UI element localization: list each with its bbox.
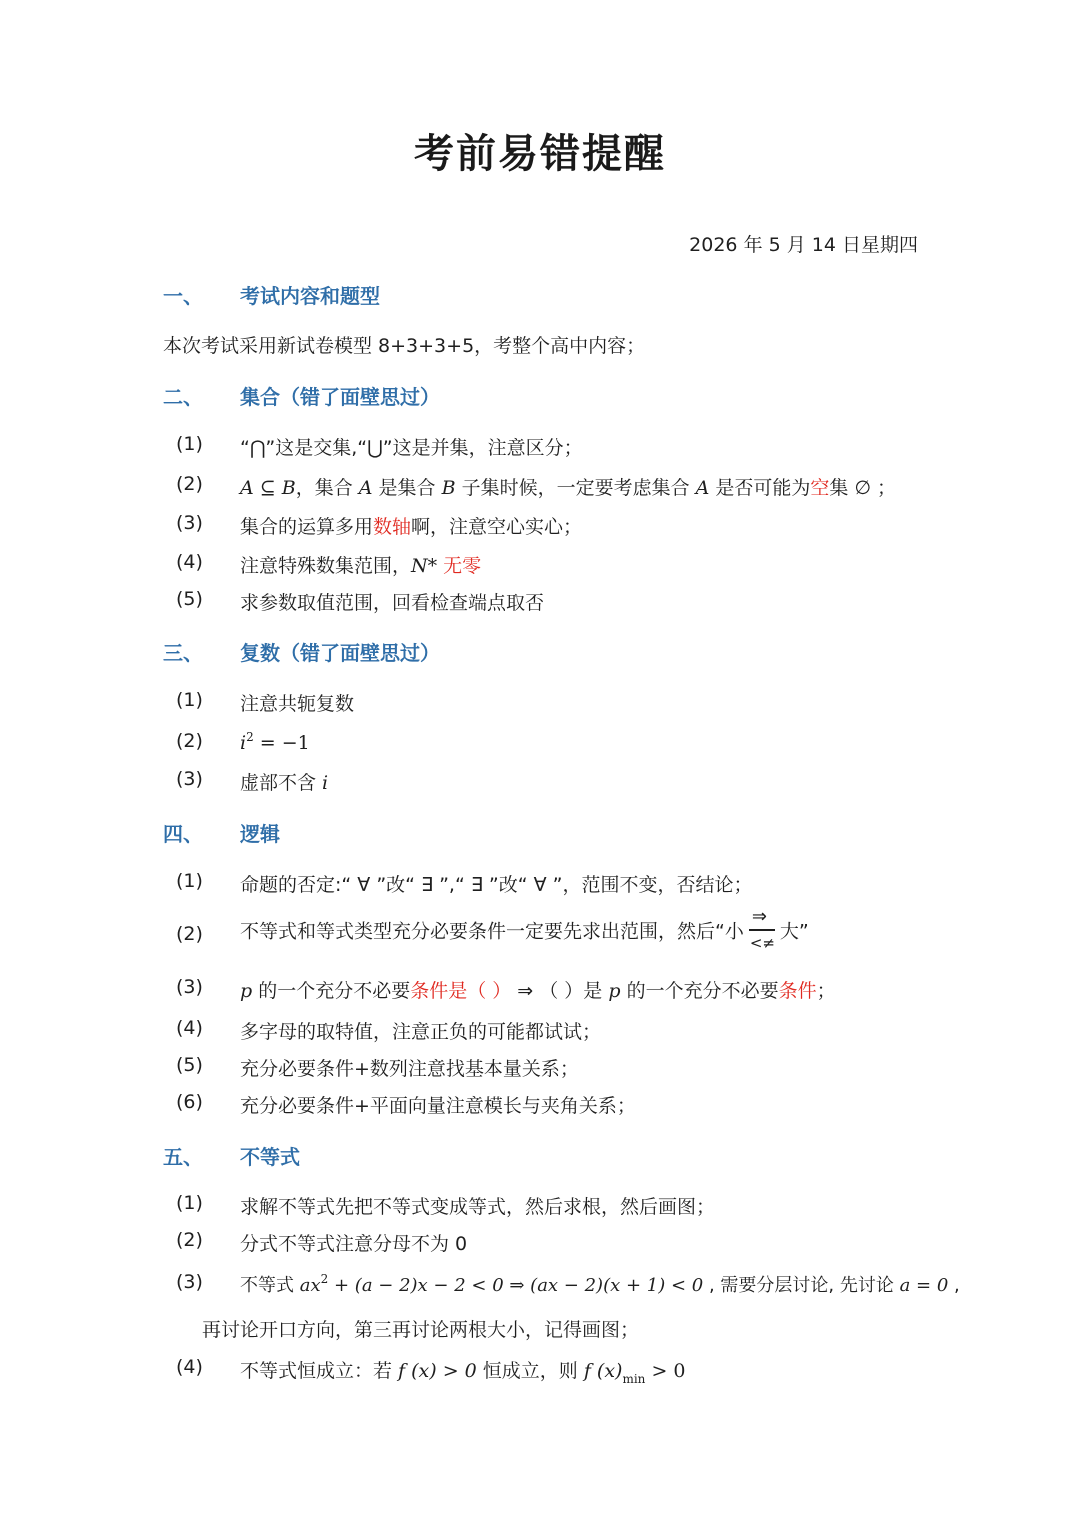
list-item: 分式不等式注意分母不为 0 [240, 1233, 468, 1255]
section-4-number: 四、 [163, 822, 203, 846]
list-item: 虚部不含 i [240, 772, 329, 794]
list-item: 充分必要条件+数列注意找基本量关系； [240, 1058, 579, 1080]
list-item: 充分必要条件+平面向量注意模长与夹角关系； [240, 1095, 636, 1117]
list-item: 命题的否定:“ ∀ ”改“ ∃ ”,“ ∃ ”改“ ∀ ”，范围不变，否结论； [240, 874, 753, 896]
item-number: (1) [176, 870, 203, 892]
item-number: (5) [176, 1054, 203, 1076]
item-number: (4) [176, 1017, 203, 1039]
section-5-number: 五、 [163, 1145, 203, 1169]
section-5-title: 不等式 [240, 1145, 300, 1169]
item-number: (2) [176, 1229, 203, 1251]
page-title: 考前易错提醒 [414, 131, 666, 177]
list-item: $i^2 = -1$ [240, 730, 310, 754]
item-number: (3) [176, 768, 203, 790]
list-item: 求参数取值范围，回看检查端点取否 [240, 592, 545, 614]
section-1-text: 本次考试采用新试卷模型 8+3+3+5，考整个高中内容； [163, 335, 646, 357]
item-number: (1) [176, 433, 203, 455]
list-item: 注意特殊数集范围，N* 无零 [240, 555, 482, 577]
item-number: (5) [176, 588, 203, 610]
item-number: (3) [176, 512, 203, 534]
list-item: p 的一个充分不必要条件是（ ） ⇒ （ ）是 p 的一个充分不必要条件； [240, 980, 836, 1002]
list-item-continuation: 再讨论开口方向，第三再讨论两根大小，记得画图； [202, 1319, 640, 1341]
item-number: (3) [176, 976, 203, 998]
list-item: A ⊆ B，集合 A 是集合 B 子集时候，一定要考虑集合 A 是否可能为空集 ∅ ； [240, 477, 897, 499]
item-number: (2) [176, 923, 203, 945]
item-number: (2) [176, 730, 203, 752]
item-number: (1) [176, 689, 203, 711]
list-item: 不等式 $ax^2 + (a - 2)x - 2 < 0$ ⇒ (ax − 2)(x + 1) < 0 , 需要分层讨论, 先讨论 a = 0 , [240, 1272, 960, 1296]
section-1-number: 一、 [163, 284, 203, 308]
item-number: (2) [176, 473, 203, 495]
section-1-title: 考试内容和题型 [240, 284, 380, 308]
section-2-number: 二、 [163, 385, 203, 409]
implication-arrow: ⇒ <≠ [749, 906, 775, 952]
list-item: “⋂”这是交集,“⋃”这是并集，注意区分； [240, 437, 583, 459]
section-2-title: 集合（错了面壁思过） [240, 385, 440, 409]
section-3-number: 三、 [163, 641, 203, 665]
section-3-title: 复数（错了面壁思过） [240, 641, 440, 665]
item-number: (1) [176, 1192, 203, 1214]
date: 2026 年 5 月 14 日星期四 [689, 234, 918, 256]
section-4-title: 逻辑 [240, 822, 280, 846]
list-item: 注意共轭复数 [240, 693, 355, 715]
list-item: 多字母的取特值，注意正负的可能都试试； [240, 1021, 602, 1043]
list-item: 不等式和等式类型充分必要条件一定要先求出范围，然后“小 ⇒ <≠ 大” [240, 906, 809, 952]
list-item: 集合的运算多用数轴啊，注意空心实心； [240, 516, 583, 538]
list-item: 求解不等式先把不等式变成等式，然后求根，然后画图； [240, 1196, 716, 1218]
item-number: (6) [176, 1091, 203, 1113]
list-item: 不等式恒成立：若 f (x) > 0 恒成立，则 f $(x)_{min} > 0$ [240, 1360, 686, 1386]
item-number: (3) [176, 1271, 203, 1293]
item-number: (4) [176, 551, 203, 573]
item-number: (4) [176, 1356, 203, 1378]
